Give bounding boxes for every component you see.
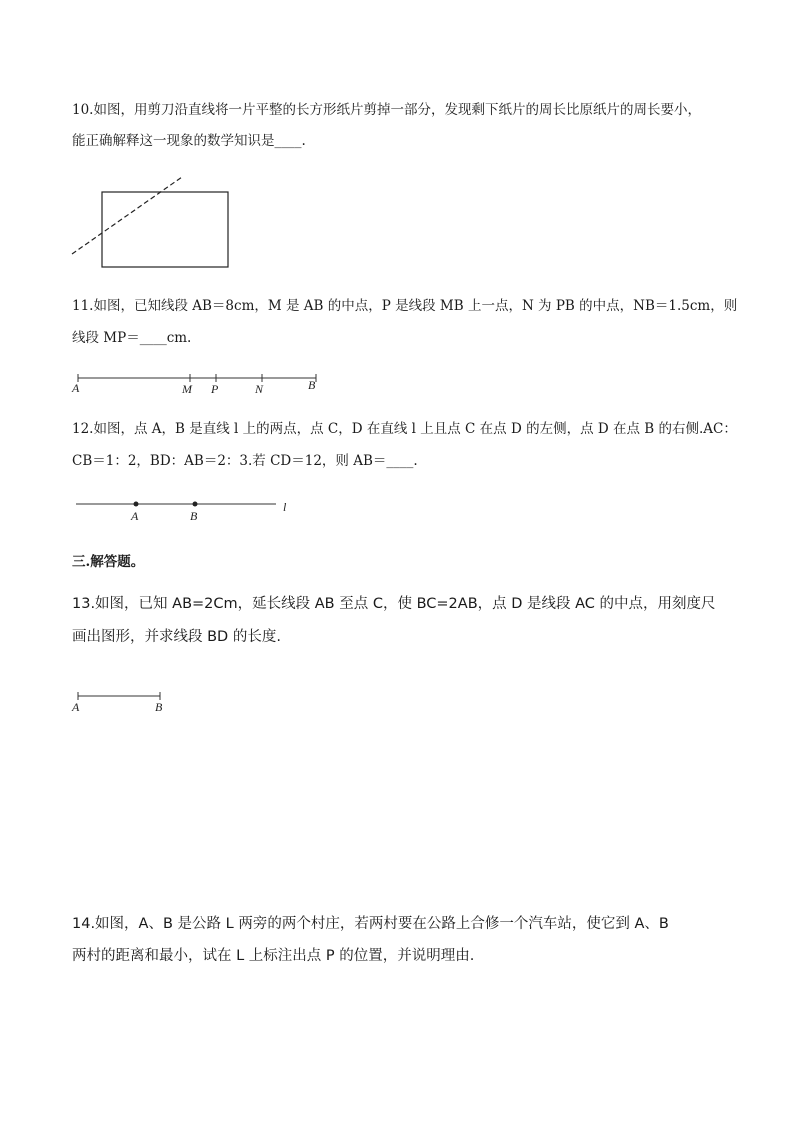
q11-text-line1: 11.如图，已知线段 AB＝8cm，M 是 AB 的中点，P 是线段 MB 上一点，N 为 PB 的中点，NB＝1.5cm，则: [72, 298, 738, 314]
q12-label-a: A: [131, 509, 139, 523]
q11-label-a: A: [72, 381, 80, 395]
q12-text-line2: CB＝1：2，BD：AB＝2：3.若 CD＝12，则 AB＝____.: [72, 453, 418, 469]
q12-label-b: B: [190, 509, 198, 523]
q12-text-line1: 12.如图，点 A，B 是直线 l 上的两点，点 C，D 在直线 l 上且点 C 在点 D 的左侧，点 D 在点 B 的右侧.AC：: [72, 421, 737, 437]
q10-text-line1: 10.如图，用剪刀沿直线将一片平整的长方形纸片剪掉一部分，发现剩下纸片的周长比原纸片的周长要小，: [72, 102, 701, 118]
q11-text-line2: 线段 MP＝____cm.: [72, 330, 192, 346]
q11-label-b: B: [308, 378, 316, 392]
q13-label-a: A: [72, 700, 80, 714]
q10-text-line2: 能正确解释这一现象的数学知识是____.: [72, 133, 306, 149]
q11-label-m: M: [182, 382, 192, 396]
q12-label-l: l: [283, 500, 287, 514]
q11-label-n: N: [255, 382, 264, 396]
q13-text-line1: 13.如图，已知 AB=2Cm，延长线段 AB 至点 C，使 BC=2AB，点 D 是线段 AC 的中点，用刻度尺: [72, 596, 716, 612]
section-3-title: 三.解答题。: [72, 554, 145, 570]
q13-text-line2: 画出图形，并求线段 BD 的长度.: [72, 629, 281, 645]
q11-label-p: P: [211, 382, 219, 396]
q14-text-line2: 两村的距离和最小，试在 L 上标注出点 P 的位置，并说明理由.: [72, 948, 475, 964]
q14-text-line1: 14.如图，A、B 是公路 L 两旁的两个村庄，若两村要在公路上合修一个汽车站，使它到 A、B: [72, 916, 669, 932]
q13-label-b: B: [155, 700, 163, 714]
